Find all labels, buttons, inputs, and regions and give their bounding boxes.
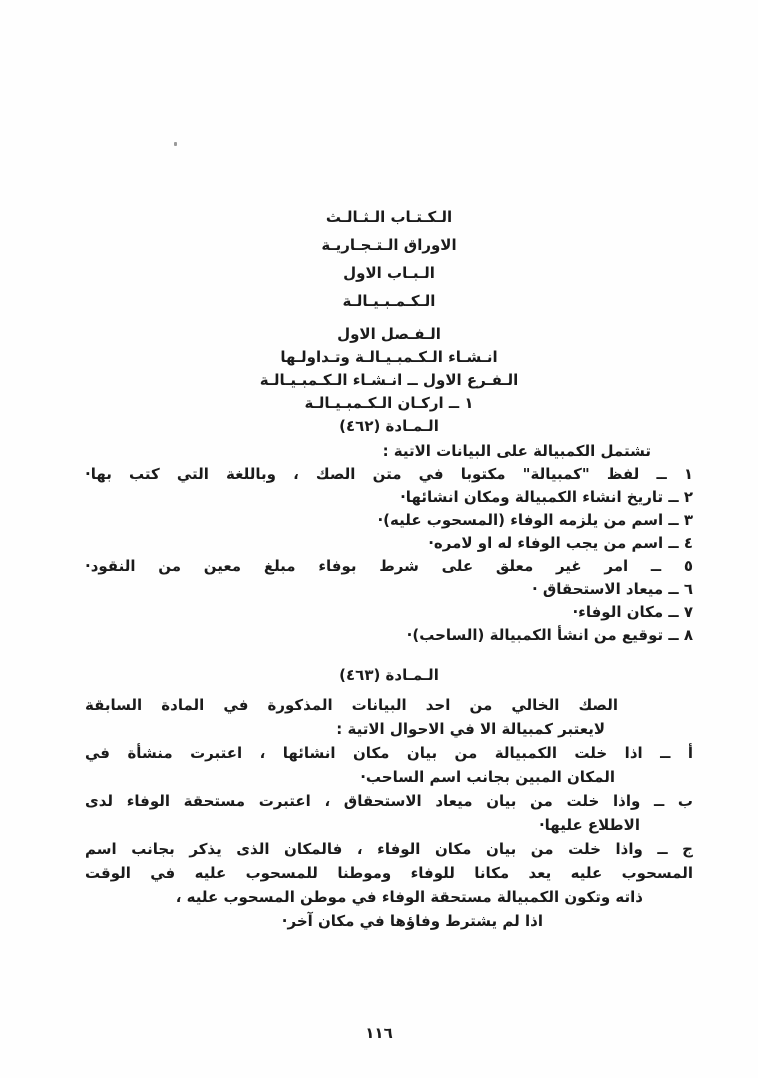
article-462-item-2: ٢ ــ تاريخ انشاء الكمبيالة ومكان انشائها· <box>400 488 693 506</box>
article-463-item-j-line-1 <box>85 837 693 861</box>
article-463-intro-line-2: لايعتبر كمبيالة الا في الاحوال الاتية : <box>336 720 605 738</box>
article-463-item-b-line-1 <box>85 789 693 813</box>
chapter-headings <box>85 323 693 438</box>
article-462-item-6: ٦ ــ ميعاد الاستحقاق · <box>531 580 693 598</box>
item-j-text: واذا خلت من بيان مكان الوفاء ، فالمكان الذى يذكر بجانب اسم <box>85 840 643 858</box>
book-title: الـكـتـاب الـثـالـث <box>325 208 453 226</box>
text-block <box>85 0 693 933</box>
article-462 <box>85 440 693 647</box>
article-463-item-a <box>85 741 693 789</box>
book-headings <box>85 0 693 315</box>
article-463-item-b <box>85 789 693 837</box>
article-462-item-4: ٤ ــ اسم من يجب الوفاء له او لامره· <box>428 534 693 552</box>
article-462-item-7: ٧ ــ مكان الوفاء· <box>572 603 693 621</box>
part-title: الـبـاب الاول <box>343 264 435 282</box>
article-463-item-a-line-1 <box>85 741 693 765</box>
article-463 <box>85 663 693 933</box>
article-463-item-j-line-4: اذا لم يشترط وفاؤها في مكان آخر· <box>281 912 543 930</box>
item-j-marker: ج ــ <box>657 840 693 858</box>
article-462-heading: الـمـادة (٤٦٢) <box>339 417 439 435</box>
article-463-item-j-line-2: المسحوب عليه يعد مكانا للوفاء وموطنا للمسحوب عليه في الوقت <box>85 864 693 882</box>
chapter-title: الـفـصل الاول <box>337 325 441 343</box>
item-a-text: اذا خلت الكمبيالة من بيان مكان انشائها ، اعتبرت منشأة في <box>85 744 643 762</box>
item-b-marker: ب ــ <box>653 792 693 810</box>
article-463-item-j <box>85 837 693 933</box>
article-463-heading: الـمـادة (٤٦٣) <box>339 666 439 684</box>
article-462-item-8: ٨ ــ توقيع من انشأ الكمبيالة (الساحب)· <box>406 626 693 644</box>
chapter-subtitle: انـشـاء الـكـمبـيـالـة وتـداولـها <box>280 348 498 366</box>
part-subject-title: الـكـمـبـيـالـة <box>342 292 436 310</box>
article-463-item-b-line-2: الاطلاع عليها· <box>538 816 640 834</box>
book-subtitle: الاوراق الـتـجـاريـة <box>321 236 457 254</box>
article-462-intro: تشتمل الكمبيالة على البيانات الاتية : <box>382 442 651 460</box>
article-462-item-5: ٥ ــ امر غير معلق على شرط بوفاء مبلغ معين من النقود· <box>85 557 693 575</box>
article-462-item-1: ١ ــ لفظ "كمبيالة" مكتوبا في متن الصك ، وباللغة التي كتب بها· <box>85 465 693 483</box>
article-463-intro-line-1: الصك الخالي من احد البيانات المذكورة في المادة السابقة <box>85 696 618 714</box>
article-463-intro <box>85 693 693 741</box>
article-462-item-3: ٣ ــ اسم من يلزمه الوفاء (المسحوب عليه)· <box>377 511 693 529</box>
branch-title: الـفـرع الاول ــ انـشـاء الـكـمبـيـالـة <box>259 371 519 389</box>
item-b-text: واذا خلت من بيان ميعاد الاستحقاق ، اعتبرت مستحقة الوفاء لدى <box>85 792 641 810</box>
page-number: ١١٦ <box>365 1024 393 1042</box>
section-number-title: ١ ــ اركـان الـكـمبـيـالـة <box>304 394 474 412</box>
item-a-marker: أ ــ <box>660 744 693 762</box>
article-463-item-j-line-3: ذاته وتكون الكمبيالة مستحقة الوفاء في موطن المسحوب عليه ، <box>175 888 643 906</box>
article-463-item-a-line-2: المكان المبين بجانب اسم الساحب· <box>360 768 615 786</box>
